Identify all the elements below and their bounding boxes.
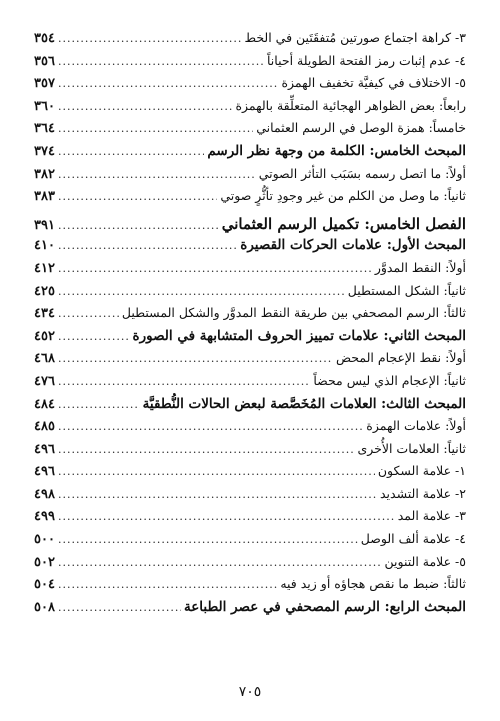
- toc-entry-title: خامساً: همزة الوصل في الرسم العثماني: [256, 120, 466, 136]
- toc-entry-title: ثالثاً: الرسم المصحفي بين طريقة النقط المدوَّر والشكل المستطيل: [121, 305, 466, 321]
- toc-entry: [34, 30, 466, 53]
- dot-leader: [58, 601, 181, 614]
- toc-entry-page: ٤٣٤: [34, 306, 55, 322]
- dot-leader: [58, 533, 358, 546]
- toc-entry-page: ٥٠٢: [34, 554, 55, 570]
- toc-entry-page: ٥٠٤: [34, 577, 55, 593]
- dot-leader: [58, 100, 232, 113]
- dot-leader: [58, 510, 395, 523]
- dot-leader: [58, 330, 130, 343]
- dot-leader: [58, 488, 377, 501]
- toc-entry-page: ٤٨٥: [34, 419, 55, 435]
- toc-entry: [34, 396, 466, 419]
- dot-leader: [58, 375, 310, 388]
- toc-entry-page: ٤١٠: [34, 238, 55, 254]
- toc-entry-title: ثانياً: ما وصل من الكلم من غير وجودِ تأثُّرٍ صوتي: [220, 188, 466, 204]
- toc-entry-page: ٤٩٨: [34, 486, 55, 502]
- toc-entry: [34, 283, 466, 306]
- toc-entry-page: ٣٥٦: [34, 53, 55, 69]
- toc-entry-title: ٤- عدم إثبات رمز الفتحة الطويلة أحياناً: [267, 52, 466, 68]
- toc-entry: [34, 166, 466, 189]
- toc-entry-title: ثانياً: الشكل المستطيل: [347, 282, 466, 298]
- toc-entry-title: ثانياً: الإعجام الذي ليس محضاً: [313, 372, 466, 388]
- toc-entry-title: ٤- علامة ألف الوصل: [360, 531, 466, 547]
- dot-leader: [58, 285, 345, 298]
- toc-entry-page: ٤٦٨: [34, 351, 55, 367]
- toc-entry-page: ٤٩٦: [34, 441, 55, 457]
- toc-entry-title: المبحث الأول: علامات الحركات القصيرة: [240, 237, 466, 254]
- toc-entry: [34, 188, 466, 211]
- dot-leader: [58, 398, 140, 411]
- dot-leader: [58, 556, 382, 569]
- toc-entry-page: ٤٥٢: [34, 328, 55, 344]
- toc-entry-title: المبحث الثاني: علامات تمييز الحروف المتشابهة في الصورة: [132, 327, 466, 344]
- toc-entry-title: ١- علامة السكون: [377, 463, 466, 479]
- toc-entry-page: ٣٨٢: [34, 166, 55, 182]
- dot-leader: [58, 465, 375, 478]
- toc-entry: [34, 554, 466, 577]
- toc-entry-title: ٣- كراهة اجتماع صورتين مُتفقَتَين في الخط: [244, 30, 466, 45]
- toc-entry-title: رابعاً: بعض الظواهر الهجائية المتعلِّقة بالهمزة: [235, 97, 466, 113]
- toc-entry: [34, 508, 466, 531]
- toc-entry-title: ثالثاً: ضبط ما نقص هجاؤه أو زيد فيه: [280, 576, 466, 592]
- toc-entry-page: ٤١٢: [34, 260, 55, 276]
- toc-entry: [34, 599, 466, 622]
- dot-leader: [58, 239, 237, 252]
- toc-entry-title: ٥- علامة التنوين: [384, 553, 466, 569]
- dot-leader: [58, 55, 264, 68]
- toc-entry: [34, 441, 466, 464]
- dot-leader: [58, 262, 372, 275]
- toc-entry-page: ٤٨٤: [34, 396, 55, 412]
- toc-entry: [34, 373, 466, 396]
- dot-leader: [58, 578, 277, 591]
- toc-entry-page: ٣٦٠: [34, 98, 55, 114]
- toc-entry-page: ٥٠٠: [34, 532, 55, 548]
- toc-entry: [34, 418, 466, 441]
- toc-entry-title: أولاً: النقط المدوَّر: [374, 259, 466, 275]
- dot-leader: [58, 219, 219, 232]
- table-of-contents: [34, 30, 466, 621]
- dot-leader: [58, 122, 253, 135]
- dot-leader: [58, 307, 119, 320]
- toc-entry-title: أولاً: علامات الهمزة: [366, 418, 466, 434]
- toc-entry-page: ٣٧٤: [34, 143, 55, 159]
- toc-entry: [34, 75, 466, 98]
- dot-leader: [58, 190, 217, 203]
- toc-entry: [34, 237, 466, 260]
- dot-leader: [58, 168, 256, 181]
- toc-entry-page: ٤٢٥: [34, 283, 55, 299]
- toc-entry: [34, 463, 466, 486]
- toc-entry-title: المبحث الثالث: العلامات المُخَصَّصة لبعض الحالات النُّطقيَّة: [142, 395, 466, 412]
- toc-entry: [34, 98, 466, 121]
- toc-entry-title: ٢- علامة التشديد: [379, 485, 466, 501]
- toc-entry: [34, 53, 466, 76]
- toc-entry-title: المبحث الرابع: الرسم المصحفي في عصر الطباعة: [183, 598, 466, 615]
- dot-leader: [58, 145, 204, 158]
- toc-entry-page: ٣٦٤: [34, 121, 55, 137]
- dot-leader: [58, 32, 242, 45]
- dot-leader: [58, 443, 354, 456]
- toc-entry: [34, 305, 466, 328]
- toc-entry-title: أولاً: نقط الإعجام المحض: [335, 350, 466, 366]
- toc-entry: [34, 350, 466, 373]
- toc-entry-page: ٤٩٩: [34, 509, 55, 525]
- toc-entry-page: ٤٧٦: [34, 373, 55, 389]
- toc-entry-page: ٣٥٤: [34, 31, 55, 46]
- toc-entry-title: ٥- الاختلاف في كيفيَّة تخفيف الهمزة: [281, 75, 466, 91]
- toc-entry-page: ٣٥٧: [34, 76, 55, 92]
- toc-entry: [34, 486, 466, 509]
- toc-entry: [34, 328, 466, 351]
- toc-entry-title: ثانياً: العلامات الأُخرى: [357, 440, 466, 456]
- toc-entry-page: ٣٩١: [34, 217, 55, 233]
- toc-entry-title: أولاً: ما اتصل رسمه بسَبَب التأثر الصوتي: [258, 165, 466, 181]
- toc-entry-page: ٥٠٨: [34, 599, 55, 615]
- dot-leader: [58, 77, 279, 90]
- toc-entry: [34, 120, 466, 143]
- page-number: ٧٠٥: [238, 684, 262, 700]
- toc-entry-title: الفصل الخامس: تكميل الرسم العثماني: [221, 214, 466, 233]
- toc-entry: [34, 260, 466, 283]
- toc-entry: [34, 215, 466, 238]
- toc-entry-title: ٣- علامة المد: [397, 508, 466, 524]
- toc-entry-page: ٣٨٣: [34, 189, 55, 205]
- dot-leader: [58, 420, 363, 433]
- dot-leader: [58, 352, 333, 365]
- toc-entry-page: ٤٩٦: [34, 464, 55, 480]
- toc-entry-title: المبحث الخامس: الكلمة من وجهة نظر الرسم: [207, 142, 466, 159]
- toc-entry: [34, 531, 466, 554]
- toc-entry: [34, 576, 466, 599]
- toc-entry: [34, 143, 466, 166]
